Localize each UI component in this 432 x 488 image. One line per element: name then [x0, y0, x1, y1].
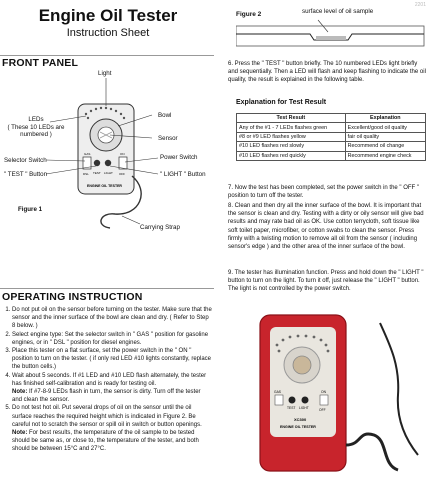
photo-model-text: XC300: [294, 417, 307, 422]
table-row: [237, 142, 426, 151]
step-3: [12, 347, 212, 372]
table-row: [237, 132, 426, 141]
fig1-light-text: LIGHT: [104, 171, 113, 175]
table-cell: Recommend oil change: [345, 142, 425, 151]
table-cell: Excellent/good oil quality: [345, 123, 425, 132]
results-table: [236, 113, 426, 161]
table-header-row: [237, 114, 426, 123]
step-1-text: Do not put oil on the sensor before turning on the tester. Make sure that the sensor and the inner surface of the bowl are clean and dry. ( Refer to Step 8 below. ): [12, 307, 212, 330]
table-row: [237, 151, 426, 160]
step-2-text: Select engine type: Set the selector switch in " GAS " position for gasoline engines, or in " DSL " position for diesel engines.: [12, 331, 209, 346]
figure-1-caption: Figure 1: [18, 206, 43, 213]
step-4: [12, 372, 212, 405]
step-6: 6. Press the " TEST " button briefly. The 10 numbered LEDs light briefly and sequentially. Then a LED will flash and keep flashing to indicate the oil quality, the result is explained in the following table.: [228, 61, 426, 84]
divider: [0, 55, 214, 56]
label-sensor: Sensor: [158, 135, 178, 142]
page-title: Engine Oil Tester: [38, 6, 178, 25]
device-photo: [250, 305, 430, 485]
step-7: 7. Now the test has been completed, set the power switch in the " OFF " position to turn off the tester.: [228, 185, 420, 200]
photo-gas-text: GAS: [274, 390, 281, 394]
table-cell: #10 LED flashes red quickly: [237, 151, 346, 160]
figure-2-diagram: [236, 18, 426, 54]
fig1-dsl-text: DSL: [83, 172, 89, 176]
step-2: [12, 331, 212, 347]
label-carrying-strap: Carrying Strap: [140, 224, 180, 231]
fig1-off-text: OFF: [119, 172, 125, 176]
step-5-note: For best results, the temperature of the oil sample to be tested should be same as, or close to, the temperature of the tester, and both should be between 15°C and 27°C.: [12, 430, 199, 453]
fig1-test-text: TEST: [93, 171, 101, 175]
photo-on-text: ON: [321, 390, 326, 394]
step-9-text: The tester has illumination function. Press and hold down the " LIGHT " button to turn on the light. To turn it off, just release the " LIGHT " button. The light is not controlled by the power switch.: [228, 270, 424, 293]
label-light: Light: [98, 70, 112, 77]
step-5: [12, 404, 212, 453]
fig1-gas-text: GAS: [84, 152, 91, 156]
step-1: [12, 306, 212, 331]
table-cell: #8 or #9 LED flashes yellow: [237, 132, 346, 141]
front-panel-heading: FRONT PANEL: [2, 57, 79, 69]
step-4-text: Wait about 5 seconds. If #1 LED and #10 LED flash alternately, the tester has finished self-calibration and is ready for testing oil.: [12, 372, 207, 387]
step-6-text: Press the " TEST " button briefly. The 10 numbered LEDs light briefly and sequentially. Then a LED will flash and keep flashing to indicate the oil quality, the result is explained in the following table.: [228, 61, 426, 84]
step-8-text: Clean and then dry all the inner surface of the bowl. It is important that the sensor is clean and dry. Testing with a dirty or oily sensor will give bad results and may rate bad oil as OK. Use cotton terrycloth, soft tissue like soft toilet paper, microfiber, or cotton swabs to clean the sensor. Press firmly with a twisting motion to remove all oil from the sensor ( including sensor's edge ) and the other area of the inner surface of the bowl.: [228, 203, 424, 251]
table-cell: Recommend engine check: [345, 151, 425, 160]
divider: [0, 288, 214, 289]
column-header: Explanation: [345, 114, 425, 123]
step-5-text: Do not test hot oil. Put several drops of oil on the sensor until the oil surface reaches the required height which is indicated in Figure 2. Be careful not to scratch the sensor or spill oil in switch or button openings.: [12, 405, 202, 428]
step-7-text: Now the test has been completed, set the power switch in the " OFF " position to turn off the tester.: [228, 185, 420, 200]
figure-2-label: Figure 2: [236, 11, 262, 18]
photo-name-text: ENGINE OIL TESTER: [280, 425, 316, 429]
fig1-on-text: ON: [120, 152, 125, 156]
page-subtitle: Instruction Sheet: [66, 27, 150, 39]
photo-light-text: LIGHT: [299, 406, 309, 410]
fig1-device-name: ENGINE OIL TESTER: [87, 184, 122, 188]
table-cell: fair oil quality: [345, 132, 425, 141]
photo-test-text: TEST: [287, 406, 296, 410]
label-leds: LEDs ( These 10 LEDs are numbered ): [7, 116, 65, 138]
step-4-note: If #7-8-9 LEDs flash in turn, the sensor is dirty. Turn off the tester and clean the sensor.: [12, 389, 201, 404]
step-3-text: Place this tester on a flat surface, set the power switch in the " ON " position to turn on the tester. ( if only red LED #10 lights constantly, replace the button cells.): [12, 348, 211, 371]
explanation-heading: Explanation for Test Result: [236, 99, 327, 106]
label-power-switch: Power Switch: [160, 154, 198, 161]
step-9: 9. The tester has illumination function. Press and hold down the " LIGHT " button to turn on the light. To turn it off, just release the " LIGHT " button. The light is not controlled by the power switch.: [228, 270, 424, 293]
figure-2-caption: surface level of oil sample: [302, 8, 374, 15]
label-selector-switch: Selector Switch: [4, 157, 47, 164]
photo-off-text: OFF: [319, 408, 326, 412]
label-test-button: " TEST " Button: [4, 171, 48, 178]
step-8: 8. Clean and then dry all the inner surface of the bowl. It is important that the sensor is clean and dry. Testing with a dirty or oily sensor will give bad results and may rate bad oil as OK. Use cotton terrycloth, soft tissue like soft toilet paper, microfiber, or cotton swabs to clean the sensor. Press firmly with a twisting motion to remove all oil from the sensor ( including sensor's edge ) and the other area of the inner surface of the bowl.: [228, 203, 424, 251]
column-header: Test Result: [237, 114, 346, 123]
operating-steps: [2, 306, 212, 454]
table-cell: #10 LED flashes red slowly: [237, 142, 346, 151]
label-bowl: Bowl: [158, 112, 172, 119]
table-cell: Any of the #1 - 7 LEDs flashes green: [237, 123, 346, 132]
operating-heading: OPERATING INSTRUCTION: [2, 291, 143, 303]
page-number: 2201: [414, 2, 426, 8]
note-label: Note:: [12, 430, 28, 437]
table-row: [237, 123, 426, 132]
note-label: Note:: [12, 389, 28, 396]
label-light-button: " LIGHT " Button: [160, 171, 206, 178]
